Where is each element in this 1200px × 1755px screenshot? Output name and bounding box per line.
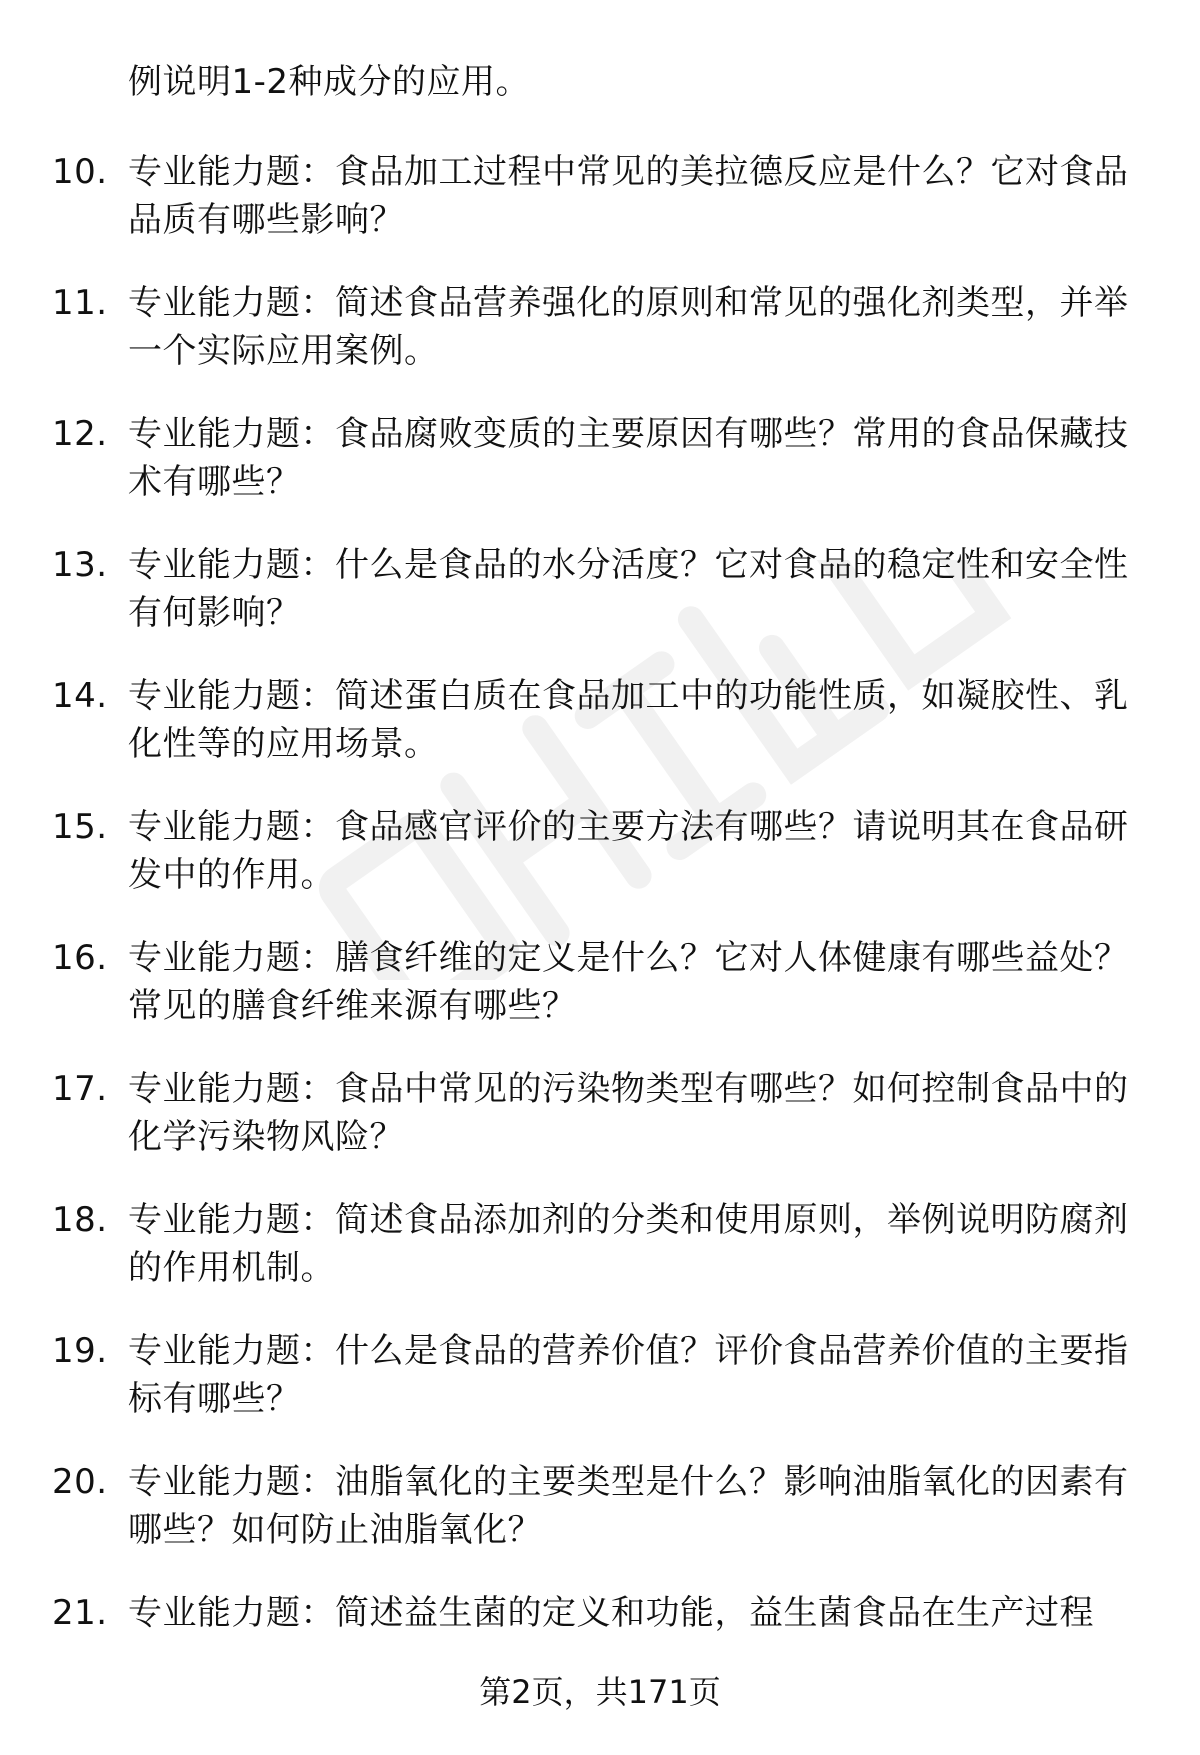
item-text: 专业能力题：膳食纤维的定义是什么？它对人体健康有哪些益处？常见的膳食纤维来源有哪些？ bbox=[128, 938, 1129, 1026]
item-number: 12. bbox=[52, 414, 108, 454]
list-item bbox=[0, 1327, 1200, 1458]
list-item bbox=[0, 148, 1200, 279]
list-item bbox=[0, 541, 1200, 672]
item-number: 11. bbox=[52, 283, 108, 323]
item-number: 17. bbox=[52, 1069, 108, 1109]
item-text: 专业能力题：食品中常见的污染物类型有哪些？如何控制食品中的化学污染物风险？ bbox=[128, 1069, 1129, 1157]
item-text: 专业能力题：简述食品添加剂的分类和使用原则，举例说明防腐剂的作用机制。 bbox=[128, 1200, 1129, 1288]
list-item bbox=[0, 1458, 1200, 1589]
item-text: 专业能力题：简述食品营养强化的原则和常见的强化剂类型，并举一个实际应用案例。 bbox=[128, 283, 1129, 371]
item-text: 专业能力题：简述益生菌的定义和功能，益生菌食品在生产过程 bbox=[128, 1593, 1094, 1633]
item-number: 14. bbox=[52, 676, 108, 716]
question-list bbox=[0, 148, 1200, 1720]
item-number: 21. bbox=[52, 1593, 108, 1633]
item-number: 13. bbox=[52, 545, 108, 585]
list-item bbox=[0, 934, 1200, 1065]
item-text: 专业能力题：食品加工过程中常见的美拉德反应是什么？它对食品品质有哪些影响？ bbox=[128, 152, 1129, 240]
list-item bbox=[0, 672, 1200, 803]
list-item bbox=[0, 279, 1200, 410]
item-number: 18. bbox=[52, 1200, 108, 1240]
list-item bbox=[0, 803, 1200, 934]
list-item bbox=[0, 1196, 1200, 1327]
item-number: 10. bbox=[52, 152, 108, 192]
item-text: 专业能力题：食品腐败变质的主要原因有哪些？常用的食品保藏技术有哪些？ bbox=[128, 414, 1129, 502]
item-text: 专业能力题：什么是食品的营养价值？评价食品营养价值的主要指标有哪些？ bbox=[128, 1331, 1129, 1419]
item-number: 16. bbox=[52, 938, 108, 978]
page-footer: 第2页，共171页 bbox=[479, 1673, 721, 1711]
item-text: 专业能力题：简述蛋白质在食品加工中的功能性质，如凝胶性、乳化性等的应用场景。 bbox=[128, 676, 1129, 764]
item-text: 专业能力题：油脂氧化的主要类型是什么？影响油脂氧化的因素有哪些？如何防止油脂氧化？ bbox=[128, 1462, 1129, 1550]
item-number: 15. bbox=[52, 807, 108, 847]
list-item bbox=[0, 1065, 1200, 1196]
item-number: 19. bbox=[52, 1331, 108, 1371]
item-text: 专业能力题：什么是食品的水分活度？它对食品的稳定性和安全性有何影响？ bbox=[128, 545, 1129, 633]
list-item bbox=[0, 410, 1200, 541]
continued-text: 例说明1-2种成分的应用。 bbox=[128, 62, 531, 102]
item-text: 专业能力题：食品感官评价的主要方法有哪些？请说明其在食品研发中的作用。 bbox=[128, 807, 1129, 895]
item-number: 20. bbox=[52, 1462, 108, 1502]
